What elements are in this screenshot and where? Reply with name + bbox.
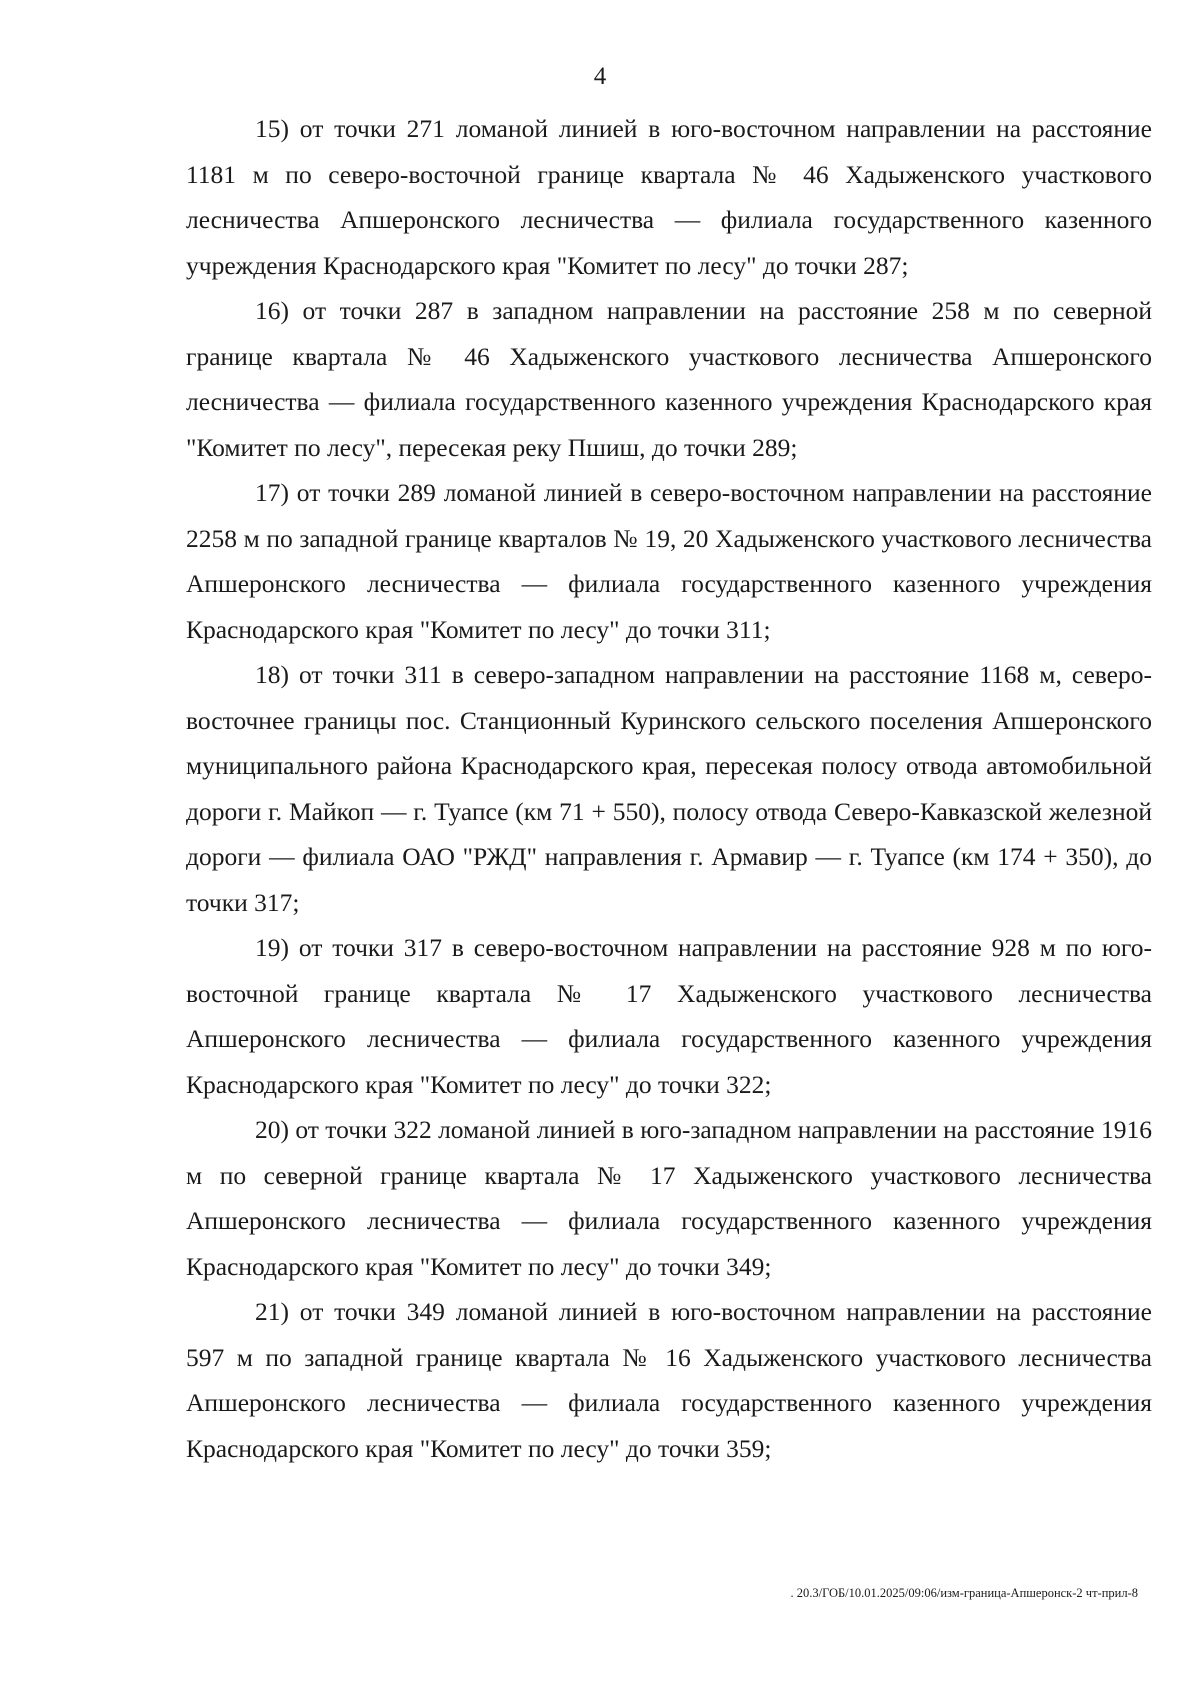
paragraph-17: 17) от точки 289 ломаной линией в северо-восточном направлении на расстояние 2258 м по западной границе кварталов № 19, 20 Хадыженского участкового лесничества Апшеронского лесничества — филиала государственного казенного учреждения Краснодарского края "Комитет по лесу" до точки 311; [186, 478, 1152, 644]
paragraph-20: 20) от точки 322 ломаной линией в юго-западном направлении на расстояние 1916 м по северной границе квартала № 17 Хадыженского участкового лесничества Апшеронского лесничества — филиала государственного казенного учреждения Краснодарского края "Комитет по лесу" до точки 349; [186, 1115, 1152, 1281]
paragraph-16: 16) от точки 287 в западном направлении на расстояние 258 м по северной границе квартала № 46 Хадыженского участкового лесничества Апшеронского лесничества — филиала государственного казенного учреждения Краснодарского края "Комитет по лесу", пересекая реку Пшиш, до точки 289; [186, 296, 1152, 462]
page-number: 4 [593, 63, 607, 90]
document-footer-code: . 20.3/ГОБ/10.01.2025/09:06/изм-граница-Апшеронск-2 чт-прил-8 [790, 1586, 1138, 1600]
paragraph-19: 19) от точки 317 в северо-восточном направлении на расстояние 928 м по юго-восточной границе квартала № 17 Хадыженского участкового лесничества Апшеронского лесничества — филиала государственного казенного учреждения Краснодарского края "Комитет по лесу" до точки 322; [186, 933, 1152, 1099]
document-body [186, 106, 1152, 1471]
paragraph-15: 15) от точки 271 ломаной линией в юго-восточном направлении на расстояние 1181 м по северо-восточной границе квартала № 46 Хадыженского участкового лесничества Апшеронского лесничества — филиала государственного казенного учреждения Краснодарского края "Комитет по лесу" до точки 287; [186, 114, 1152, 280]
paragraph-18: 18) от точки 311 в северо-западном направлении на расстояние 1168 м, северо-восточнее границы пос. Станционный Куринского сельского поселения Апшеронского муниципального района Краснодарского края, пересекая полосу отвода автомобильной дороги г. Майкоп — г. Туапсе (км 71 + 550), полосу отвода Северо-Кавказской железной дороги — филиала ОАО "РЖД" направления г. Армавир — г. Туапсе (км 174 + 350), до точки 317; [186, 660, 1152, 917]
paragraph-21: 21) от точки 349 ломаной линией в юго-восточном направлении на расстояние 597 м по западной границе квартала № 16 Хадыженского участкового лесничества Апшеронского лесничества — филиала государственного казенного учреждения Краснодарского края "Комитет по лесу" до точки 359; [186, 1297, 1152, 1463]
